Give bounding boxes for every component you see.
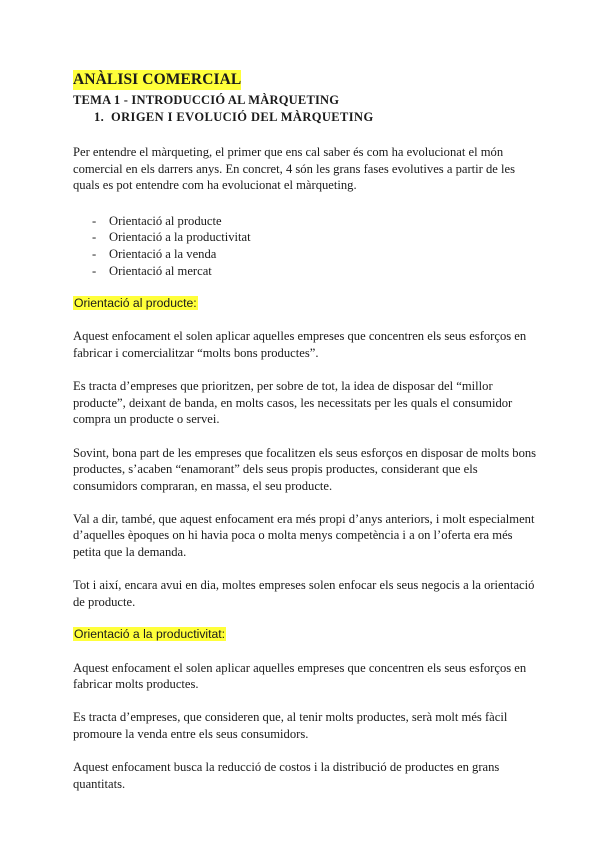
section-heading-producte — [73, 295, 543, 312]
paragraph: Aquest enfocament busca la reducció de costos i la distribució de productes en grans quantitats. — [73, 760, 500, 791]
bullet-dash: - — [92, 230, 97, 245]
document-title: ANÀLISI COMERCIAL — [73, 71, 242, 88]
bullet-dash: - — [92, 246, 97, 261]
paragraph: Tot i així, encara avui en dia, moltes empreses solen enfocar els seus negocis a la orientació de producte. — [73, 578, 535, 609]
paragraph: Aquest enfocament el solen aplicar aquelles empreses que concentren els seus esforços en fabricar i comercialitzar “molts bons productes”. — [73, 329, 527, 360]
bullet-dash: - — [92, 263, 97, 278]
paragraph: Es tracta d’empreses, que consideren que, al tenir molts productes, serà molt més fàcil promoure la venda entre els seus consumidors. — [73, 710, 508, 741]
list-item-text: Orientació a la productivitat — [109, 230, 251, 245]
paragraph: Es tracta d’empreses que prioritzen, per sobre de tot, la idea de disposar del “millor producte”, deixant de banda, en molts casos, les necessitats per les quals el consumidor compra un producte o servei. — [73, 379, 513, 427]
document-page — [73, 70, 543, 792]
intro-paragraph: Per entendre el màrqueting, el primer que ens cal saber és com ha evolucionat el món comercial en els darrers anys. En concret, 4 són les grans fases evolutives a partir de les quals es pot entendre com ha evolucionat el màrqueting. — [73, 145, 516, 193]
document-title-line — [73, 70, 543, 90]
phases-list — [92, 213, 543, 279]
list-item — [92, 213, 543, 230]
list-item-text: Orientació al mercat — [109, 263, 212, 278]
bullet-dash: - — [92, 213, 97, 228]
subsection-title: ORIGEN I EVOLUCIÓ DEL MÀRQUETING — [111, 110, 374, 124]
paragraph: Sovint, bona part de les empreses que focalitzen els seus esforços en disposar de molts bons productes, s’acaben “enamorant” dels seus propis productes, considerant que els consumidors compraran, en massa, el seu producte. — [73, 445, 537, 493]
list-item-text: Orientació al producte — [109, 213, 222, 228]
subsection-heading — [94, 110, 543, 125]
tema-heading: TEMA 1 - INTRODUCCIÓ AL MÀRQUETING — [73, 93, 340, 107]
paragraph: Val a dir, també, que aquest enfocament era més propi d’anys anteriors, i molt especialment d’aquelles èpoques on hi havia poca o molta menys competència i a on l’oferta era més petita que la demanda. — [73, 511, 535, 560]
paragraph: Aquest enfocament el solen aplicar aquelles empreses que concentren els seus esforços en fabricar molts productes. — [73, 660, 527, 692]
section-heading-productivitat — [73, 626, 543, 643]
list-item — [92, 263, 543, 280]
list-item-text: Orientació a la venda — [109, 246, 217, 261]
section-heading-text: Orientació al producte: — [74, 296, 197, 311]
subsection-number: 1. — [94, 110, 105, 124]
list-item — [92, 229, 543, 246]
list-item — [92, 246, 543, 263]
section-heading-text: Orientació a la productivitat: — [74, 627, 226, 642]
